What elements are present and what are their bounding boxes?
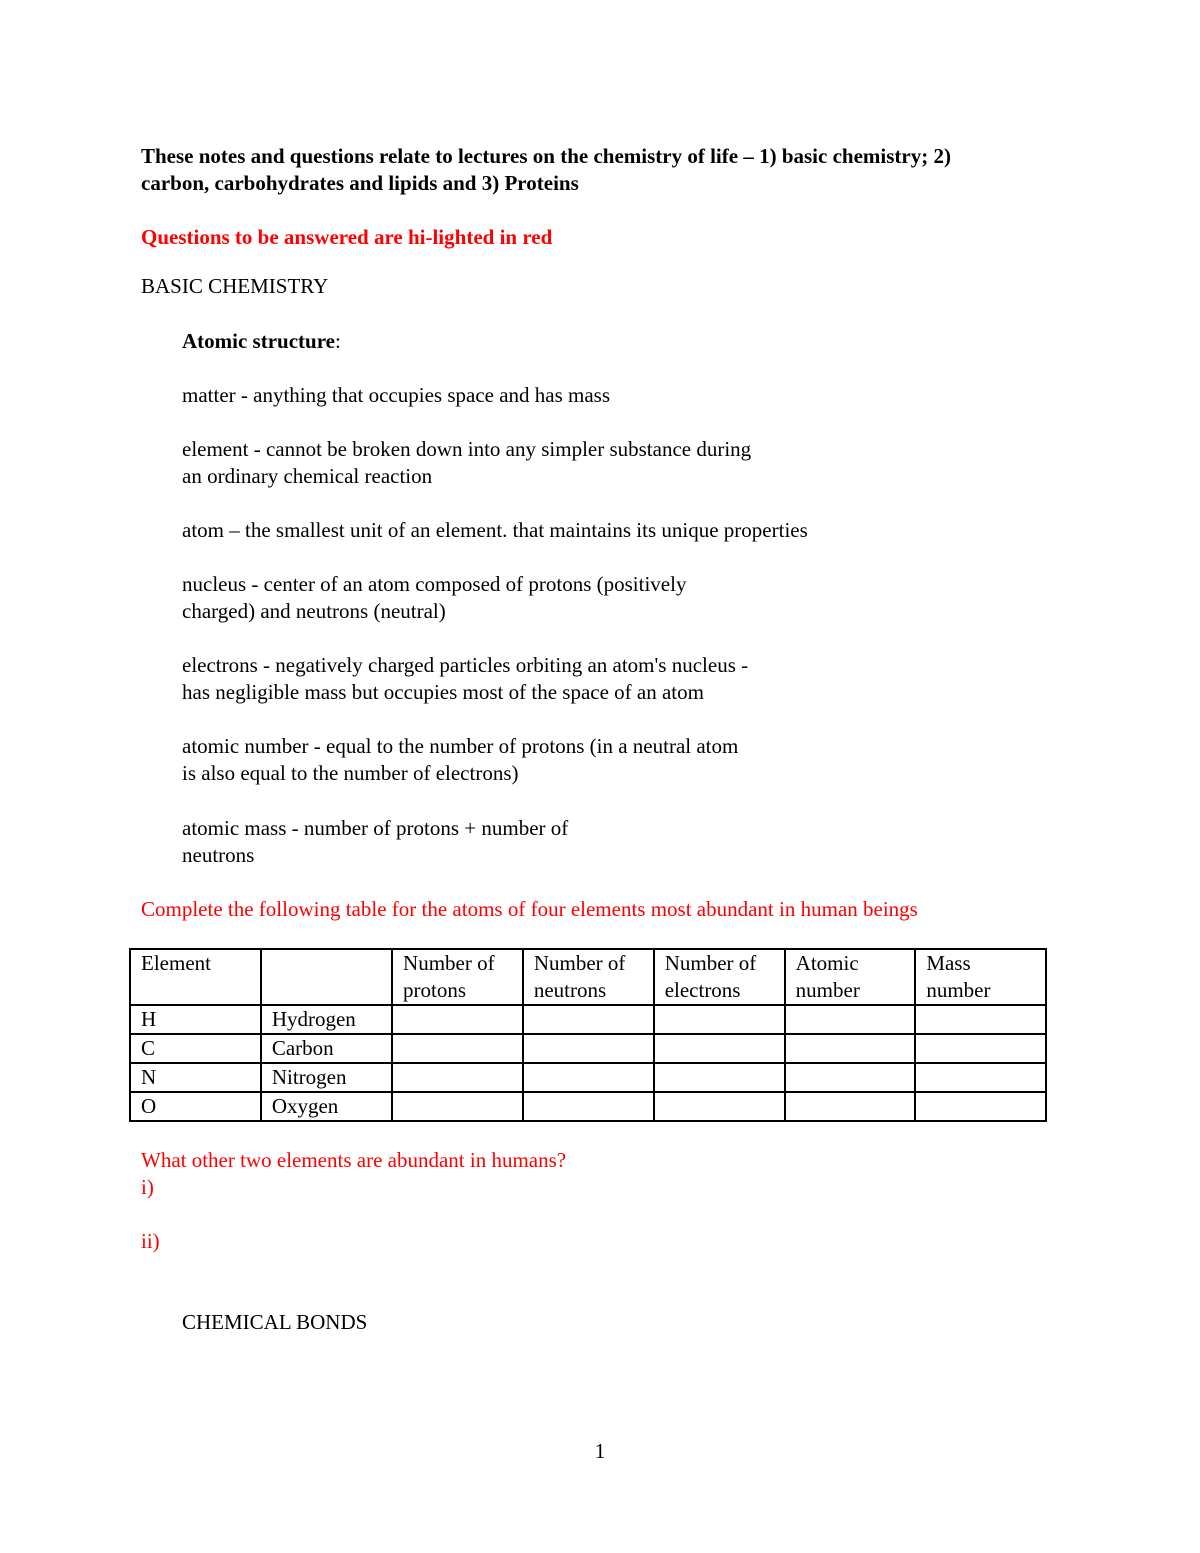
table-cell[interactable]: [523, 1005, 654, 1034]
table-cell[interactable]: [785, 1092, 916, 1121]
table-cell[interactable]: [785, 1034, 916, 1063]
table-cell: N: [130, 1063, 261, 1092]
definition-atomic-number-line-1: atomic number - equal to the number of protons (in a neutral atom: [182, 734, 739, 758]
table-cell[interactable]: [785, 1063, 916, 1092]
table-cell[interactable]: [392, 1005, 523, 1034]
definition-atom: atom – the smallest unit of an element. that maintains its unique properties: [182, 518, 808, 542]
table-row: [130, 1063, 1046, 1092]
elements-table: [129, 948, 1047, 1122]
subsection-atomic-structure: [182, 328, 341, 355]
definition-electrons-line-1: electrons - negatively charged particles orbiting an atom's nucleus -: [182, 653, 749, 677]
definition-electrons-line-2: has negligible mass but occupies most of the space of an atom: [182, 680, 704, 704]
table-cell[interactable]: [915, 1005, 1046, 1034]
table-cell[interactable]: [654, 1005, 785, 1034]
table-cell[interactable]: [915, 1034, 1046, 1063]
table-cell[interactable]: [392, 1063, 523, 1092]
header-electrons: Number of electrons: [654, 949, 785, 1005]
answer-label-ii: ii): [141, 1229, 160, 1253]
table-header-row: [130, 949, 1046, 1005]
table-cell: O: [130, 1092, 261, 1121]
subsection-heading: Atomic structure: [182, 329, 335, 353]
table-row: [130, 1034, 1046, 1063]
definition-atomic-number-line-2: is also equal to the number of electrons): [182, 761, 519, 785]
header-protons: Number of protons: [392, 949, 523, 1005]
header-element: Element: [130, 949, 261, 1005]
table-cell: H: [130, 1005, 261, 1034]
section-heading-basic-chemistry: BASIC CHEMISTRY: [141, 274, 329, 298]
definition-element-line-1: element - cannot be broken down into any simpler substance during: [182, 437, 752, 461]
table-cell[interactable]: [523, 1034, 654, 1063]
table-cell[interactable]: [523, 1092, 654, 1121]
definition-atomic-mass-line-1: atomic mass - number of protons + number of: [182, 816, 569, 840]
table-cell[interactable]: [915, 1063, 1046, 1092]
table-cell: Nitrogen: [261, 1063, 392, 1092]
table-cell[interactable]: [392, 1034, 523, 1063]
table-row: [130, 1092, 1046, 1121]
table-cell[interactable]: [654, 1034, 785, 1063]
answer-label-i: i): [141, 1175, 154, 1199]
table-cell: C: [130, 1034, 261, 1063]
intro-line-1: These notes and questions relate to lectures on the chemistry of life – 1) basic chemistry; 2): [141, 144, 951, 168]
table-row: [130, 1005, 1046, 1034]
instruction-note: Questions to be answered are hi-lighted in red: [141, 225, 553, 249]
definition-element-line-2: an ordinary chemical reaction: [182, 464, 433, 488]
definition-matter: matter - anything that occupies space and has mass: [182, 383, 611, 407]
subsection-colon: :: [334, 329, 341, 353]
table-cell[interactable]: [392, 1092, 523, 1121]
table-cell: Carbon: [261, 1034, 392, 1063]
table-prompt: Complete the following table for the atoms of four elements most abundant in human beings: [141, 897, 918, 921]
table-cell: Oxygen: [261, 1092, 392, 1121]
section-heading-chemical-bonds: CHEMICAL BONDS: [182, 1310, 368, 1334]
header-neutrons: Number of neutrons: [523, 949, 654, 1005]
definition-atomic-mass-line-2: neutrons: [182, 843, 255, 867]
table-cell[interactable]: [654, 1063, 785, 1092]
header-atomic-number: Atomic number: [785, 949, 916, 1005]
header-name: [261, 949, 392, 1005]
table-cell: Hydrogen: [261, 1005, 392, 1034]
table-cell[interactable]: [654, 1092, 785, 1121]
definition-nucleus-line-2: charged) and neutrons (neutral): [182, 599, 446, 623]
table-cell[interactable]: [915, 1092, 1046, 1121]
table-cell[interactable]: [523, 1063, 654, 1092]
page-number: 1: [594, 1439, 606, 1463]
header-mass-number: Mass number: [915, 949, 1046, 1005]
definition-nucleus-line-1: nucleus - center of an atom composed of protons (positively: [182, 572, 687, 596]
table-cell[interactable]: [785, 1005, 916, 1034]
intro-line-2: carbon, carbohydrates and lipids and 3) Proteins: [141, 171, 579, 195]
question-other-elements: What other two elements are abundant in humans?: [141, 1148, 567, 1172]
